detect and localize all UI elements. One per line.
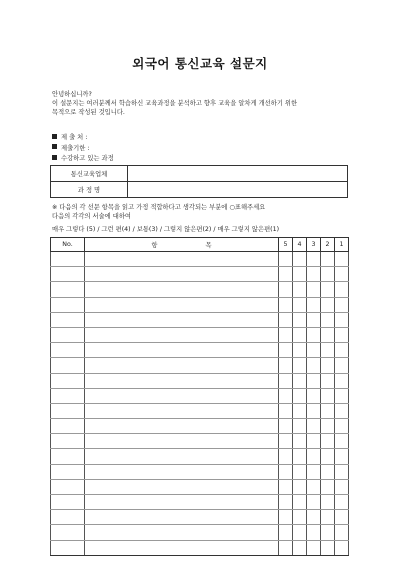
grid-header-row bbox=[51, 238, 349, 252]
row-item-cell[interactable] bbox=[85, 327, 279, 342]
score-cell-1[interactable] bbox=[335, 358, 349, 373]
score-cell-2[interactable] bbox=[321, 252, 335, 267]
score-cell-5[interactable] bbox=[279, 403, 293, 418]
score-cell-4[interactable] bbox=[293, 358, 307, 373]
score-cell-5[interactable] bbox=[279, 343, 293, 358]
score-cell-1[interactable] bbox=[335, 434, 349, 449]
score-cell-1[interactable] bbox=[335, 495, 349, 510]
score-cell-3[interactable] bbox=[307, 525, 321, 540]
score-cell-4[interactable] bbox=[293, 434, 307, 449]
score-cell-1[interactable] bbox=[335, 312, 349, 327]
score-cell-1[interactable] bbox=[335, 525, 349, 540]
row-item-cell[interactable] bbox=[85, 282, 279, 297]
row-number-cell[interactable] bbox=[51, 358, 85, 373]
score-cell-5[interactable] bbox=[279, 449, 293, 464]
row-number-cell[interactable] bbox=[51, 419, 85, 434]
course-info-table bbox=[50, 165, 348, 198]
intro-line-1: 이 설문지는 여러분께서 학습하신 교육과정을 분석하고 향후 교육을 알차게 개선하기 위한 bbox=[52, 100, 298, 107]
score-cell-5[interactable] bbox=[279, 267, 293, 282]
table-row bbox=[51, 312, 349, 327]
row-item-cell[interactable] bbox=[85, 540, 279, 555]
greeting: 안녕하십니까? bbox=[52, 91, 92, 98]
score-cell-5[interactable] bbox=[279, 540, 293, 555]
meta-field-course bbox=[52, 154, 114, 165]
score-cell-5[interactable] bbox=[279, 373, 293, 388]
score-cell-1[interactable] bbox=[335, 297, 349, 312]
score-cell-1[interactable] bbox=[335, 403, 349, 418]
score-cell-4[interactable] bbox=[293, 479, 307, 494]
document-title: 외국어 통신교육 설문지 bbox=[132, 56, 268, 71]
score-cell-4[interactable] bbox=[293, 525, 307, 540]
score-cell-4[interactable] bbox=[293, 510, 307, 525]
score-cell-5[interactable] bbox=[279, 312, 293, 327]
score-cell-4[interactable] bbox=[293, 282, 307, 297]
row-number-cell[interactable] bbox=[51, 525, 85, 540]
score-cell-4[interactable] bbox=[293, 540, 307, 555]
table-row bbox=[51, 252, 349, 267]
row-number-cell[interactable] bbox=[51, 312, 85, 327]
score-cell-5[interactable] bbox=[279, 282, 293, 297]
table-row bbox=[51, 388, 349, 403]
score-cell-2[interactable] bbox=[321, 540, 335, 555]
score-cell-5[interactable] bbox=[279, 479, 293, 494]
score-cell-2[interactable] bbox=[321, 282, 335, 297]
row-item-cell[interactable] bbox=[85, 252, 279, 267]
score-cell-5[interactable] bbox=[279, 525, 293, 540]
row-number-cell[interactable] bbox=[51, 343, 85, 358]
header-score-2: 2 bbox=[321, 238, 335, 252]
score-cell-1[interactable] bbox=[335, 510, 349, 525]
info-label-provider: 통신교육업체 bbox=[51, 166, 128, 182]
instruction-line-2: 다음의 각각의 서술에 대하여 bbox=[52, 213, 131, 220]
score-cell-4[interactable] bbox=[293, 297, 307, 312]
score-cell-4[interactable] bbox=[293, 388, 307, 403]
row-item-cell[interactable] bbox=[85, 495, 279, 510]
row-number-cell[interactable] bbox=[51, 449, 85, 464]
row-number-cell[interactable] bbox=[51, 510, 85, 525]
score-cell-2[interactable] bbox=[321, 419, 335, 434]
score-cell-3[interactable] bbox=[307, 358, 321, 373]
score-cell-5[interactable] bbox=[279, 358, 293, 373]
score-cell-1[interactable] bbox=[335, 388, 349, 403]
row-item-cell[interactable] bbox=[85, 388, 279, 403]
score-cell-2[interactable] bbox=[321, 525, 335, 540]
score-cell-3[interactable] bbox=[307, 343, 321, 358]
rating-scale-legend: 매우 그렇다 (5) / 그런 편(4) / 보통(3) / 그렇지 않은편(2) / 매우 그렇지 않은편(1) bbox=[52, 226, 280, 233]
score-cell-3[interactable] bbox=[307, 464, 321, 479]
table-row bbox=[51, 358, 349, 373]
meta-field-label: 수강하고 있는 과정 bbox=[61, 155, 114, 162]
row-number-cell[interactable] bbox=[51, 267, 85, 282]
score-cell-1[interactable] bbox=[335, 373, 349, 388]
score-cell-5[interactable] bbox=[279, 252, 293, 267]
row-number-cell[interactable] bbox=[51, 373, 85, 388]
score-cell-3[interactable] bbox=[307, 449, 321, 464]
grid-body bbox=[51, 252, 349, 556]
score-cell-3[interactable] bbox=[307, 540, 321, 555]
row-item-cell[interactable] bbox=[85, 479, 279, 494]
score-cell-4[interactable] bbox=[293, 419, 307, 434]
header-score-4: 4 bbox=[293, 238, 307, 252]
score-cell-3[interactable] bbox=[307, 510, 321, 525]
score-cell-4[interactable] bbox=[293, 449, 307, 464]
score-cell-1[interactable] bbox=[335, 252, 349, 267]
row-item-cell[interactable] bbox=[85, 510, 279, 525]
row-item-cell[interactable] bbox=[85, 358, 279, 373]
meta-field-label: 제 출 처 : bbox=[61, 134, 88, 141]
score-cell-4[interactable] bbox=[293, 403, 307, 418]
bullet-square-icon bbox=[52, 155, 57, 160]
score-cell-3[interactable] bbox=[307, 403, 321, 418]
bullet-square-icon bbox=[52, 144, 57, 149]
meta-field-deadline bbox=[52, 144, 114, 155]
score-cell-5[interactable] bbox=[279, 327, 293, 342]
table-row bbox=[51, 403, 349, 418]
table-row bbox=[51, 327, 349, 342]
survey-grid bbox=[50, 237, 349, 556]
row-number-cell[interactable] bbox=[51, 388, 85, 403]
score-cell-3[interactable] bbox=[307, 312, 321, 327]
score-cell-5[interactable] bbox=[279, 495, 293, 510]
score-cell-3[interactable] bbox=[307, 327, 321, 342]
instruction-line-1: ※ 다음의 각 선문 항목을 읽고 가정 적합하다고 생각되는 부분에 ○표해주세요 bbox=[52, 204, 266, 211]
score-cell-4[interactable] bbox=[293, 343, 307, 358]
table-row bbox=[51, 297, 349, 312]
score-cell-4[interactable] bbox=[293, 464, 307, 479]
score-cell-2[interactable] bbox=[321, 343, 335, 358]
table-row bbox=[51, 495, 349, 510]
row-number-cell[interactable] bbox=[51, 252, 85, 267]
score-cell-2[interactable] bbox=[321, 358, 335, 373]
bullet-square-icon bbox=[52, 134, 57, 139]
table-row bbox=[51, 419, 349, 434]
row-number-cell[interactable] bbox=[51, 495, 85, 510]
score-cell-3[interactable] bbox=[307, 419, 321, 434]
info-row-course-name bbox=[51, 182, 348, 198]
score-cell-5[interactable] bbox=[279, 388, 293, 403]
score-cell-2[interactable] bbox=[321, 388, 335, 403]
header-score-1: 1 bbox=[335, 238, 349, 252]
score-cell-3[interactable] bbox=[307, 495, 321, 510]
row-number-cell[interactable] bbox=[51, 540, 85, 555]
table-row bbox=[51, 343, 349, 358]
intro-line-2: 목적으로 작성된 것입니다. bbox=[52, 109, 125, 116]
score-cell-2[interactable] bbox=[321, 312, 335, 327]
score-cell-1[interactable] bbox=[335, 464, 349, 479]
score-cell-2[interactable] bbox=[321, 434, 335, 449]
row-item-cell[interactable] bbox=[85, 312, 279, 327]
row-item-cell[interactable] bbox=[85, 267, 279, 282]
score-cell-3[interactable] bbox=[307, 297, 321, 312]
score-cell-2[interactable] bbox=[321, 495, 335, 510]
info-label-course-name: 과 정 명 bbox=[51, 182, 128, 198]
info-row-provider bbox=[51, 166, 348, 182]
score-cell-1[interactable] bbox=[335, 479, 349, 494]
header-score-5: 5 bbox=[279, 238, 293, 252]
score-cell-4[interactable] bbox=[293, 495, 307, 510]
row-item-cell[interactable] bbox=[85, 297, 279, 312]
score-cell-2[interactable] bbox=[321, 403, 335, 418]
row-item-cell[interactable] bbox=[85, 434, 279, 449]
header-item: 항목 bbox=[85, 238, 279, 252]
table-row bbox=[51, 282, 349, 297]
info-value-course-name[interactable] bbox=[128, 182, 348, 198]
score-cell-3[interactable] bbox=[307, 373, 321, 388]
row-item-cell[interactable] bbox=[85, 449, 279, 464]
score-cell-2[interactable] bbox=[321, 449, 335, 464]
instructions bbox=[52, 203, 265, 221]
table-row bbox=[51, 267, 349, 282]
table-row bbox=[51, 464, 349, 479]
score-cell-5[interactable] bbox=[279, 419, 293, 434]
score-cell-1[interactable] bbox=[335, 343, 349, 358]
score-cell-2[interactable] bbox=[321, 479, 335, 494]
row-number-cell[interactable] bbox=[51, 434, 85, 449]
table-row bbox=[51, 540, 349, 555]
row-number-cell[interactable] bbox=[51, 327, 85, 342]
intro-text bbox=[52, 90, 297, 117]
score-cell-5[interactable] bbox=[279, 434, 293, 449]
score-cell-1[interactable] bbox=[335, 327, 349, 342]
meta-field-submit-to bbox=[52, 133, 114, 144]
score-cell-1[interactable] bbox=[335, 282, 349, 297]
table-row bbox=[51, 510, 349, 525]
row-item-cell[interactable] bbox=[85, 343, 279, 358]
score-cell-2[interactable] bbox=[321, 327, 335, 342]
score-cell-3[interactable] bbox=[307, 252, 321, 267]
score-cell-1[interactable] bbox=[335, 267, 349, 282]
row-number-cell[interactable] bbox=[51, 479, 85, 494]
info-value-provider[interactable] bbox=[128, 166, 348, 182]
score-cell-2[interactable] bbox=[321, 297, 335, 312]
score-cell-1[interactable] bbox=[335, 419, 349, 434]
score-cell-3[interactable] bbox=[307, 479, 321, 494]
row-number-cell[interactable] bbox=[51, 282, 85, 297]
score-cell-4[interactable] bbox=[293, 252, 307, 267]
row-item-cell[interactable] bbox=[85, 525, 279, 540]
score-cell-2[interactable] bbox=[321, 267, 335, 282]
score-cell-3[interactable] bbox=[307, 267, 321, 282]
score-cell-4[interactable] bbox=[293, 327, 307, 342]
row-item-cell[interactable] bbox=[85, 464, 279, 479]
meta-field-label: 제출기한 : bbox=[61, 144, 90, 152]
table-row bbox=[51, 479, 349, 494]
score-cell-3[interactable] bbox=[307, 282, 321, 297]
row-number-cell[interactable] bbox=[51, 464, 85, 479]
meta-fields bbox=[52, 133, 114, 165]
score-cell-4[interactable] bbox=[293, 312, 307, 327]
table-row bbox=[51, 449, 349, 464]
row-item-cell[interactable] bbox=[85, 373, 279, 388]
table-row bbox=[51, 525, 349, 540]
score-cell-5[interactable] bbox=[279, 297, 293, 312]
row-number-cell[interactable] bbox=[51, 403, 85, 418]
score-cell-3[interactable] bbox=[307, 388, 321, 403]
header-no: No. bbox=[51, 238, 85, 252]
row-item-cell[interactable] bbox=[85, 403, 279, 418]
score-cell-2[interactable] bbox=[321, 373, 335, 388]
score-cell-2[interactable] bbox=[321, 464, 335, 479]
row-item-cell[interactable] bbox=[85, 419, 279, 434]
table-row bbox=[51, 373, 349, 388]
score-cell-5[interactable] bbox=[279, 510, 293, 525]
score-cell-4[interactable] bbox=[293, 373, 307, 388]
row-number-cell[interactable] bbox=[51, 297, 85, 312]
score-cell-1[interactable] bbox=[335, 540, 349, 555]
header-score-3: 3 bbox=[307, 238, 321, 252]
score-cell-5[interactable] bbox=[279, 464, 293, 479]
score-cell-2[interactable] bbox=[321, 510, 335, 525]
table-row bbox=[51, 434, 349, 449]
score-cell-1[interactable] bbox=[335, 449, 349, 464]
score-cell-3[interactable] bbox=[307, 434, 321, 449]
score-cell-4[interactable] bbox=[293, 267, 307, 282]
